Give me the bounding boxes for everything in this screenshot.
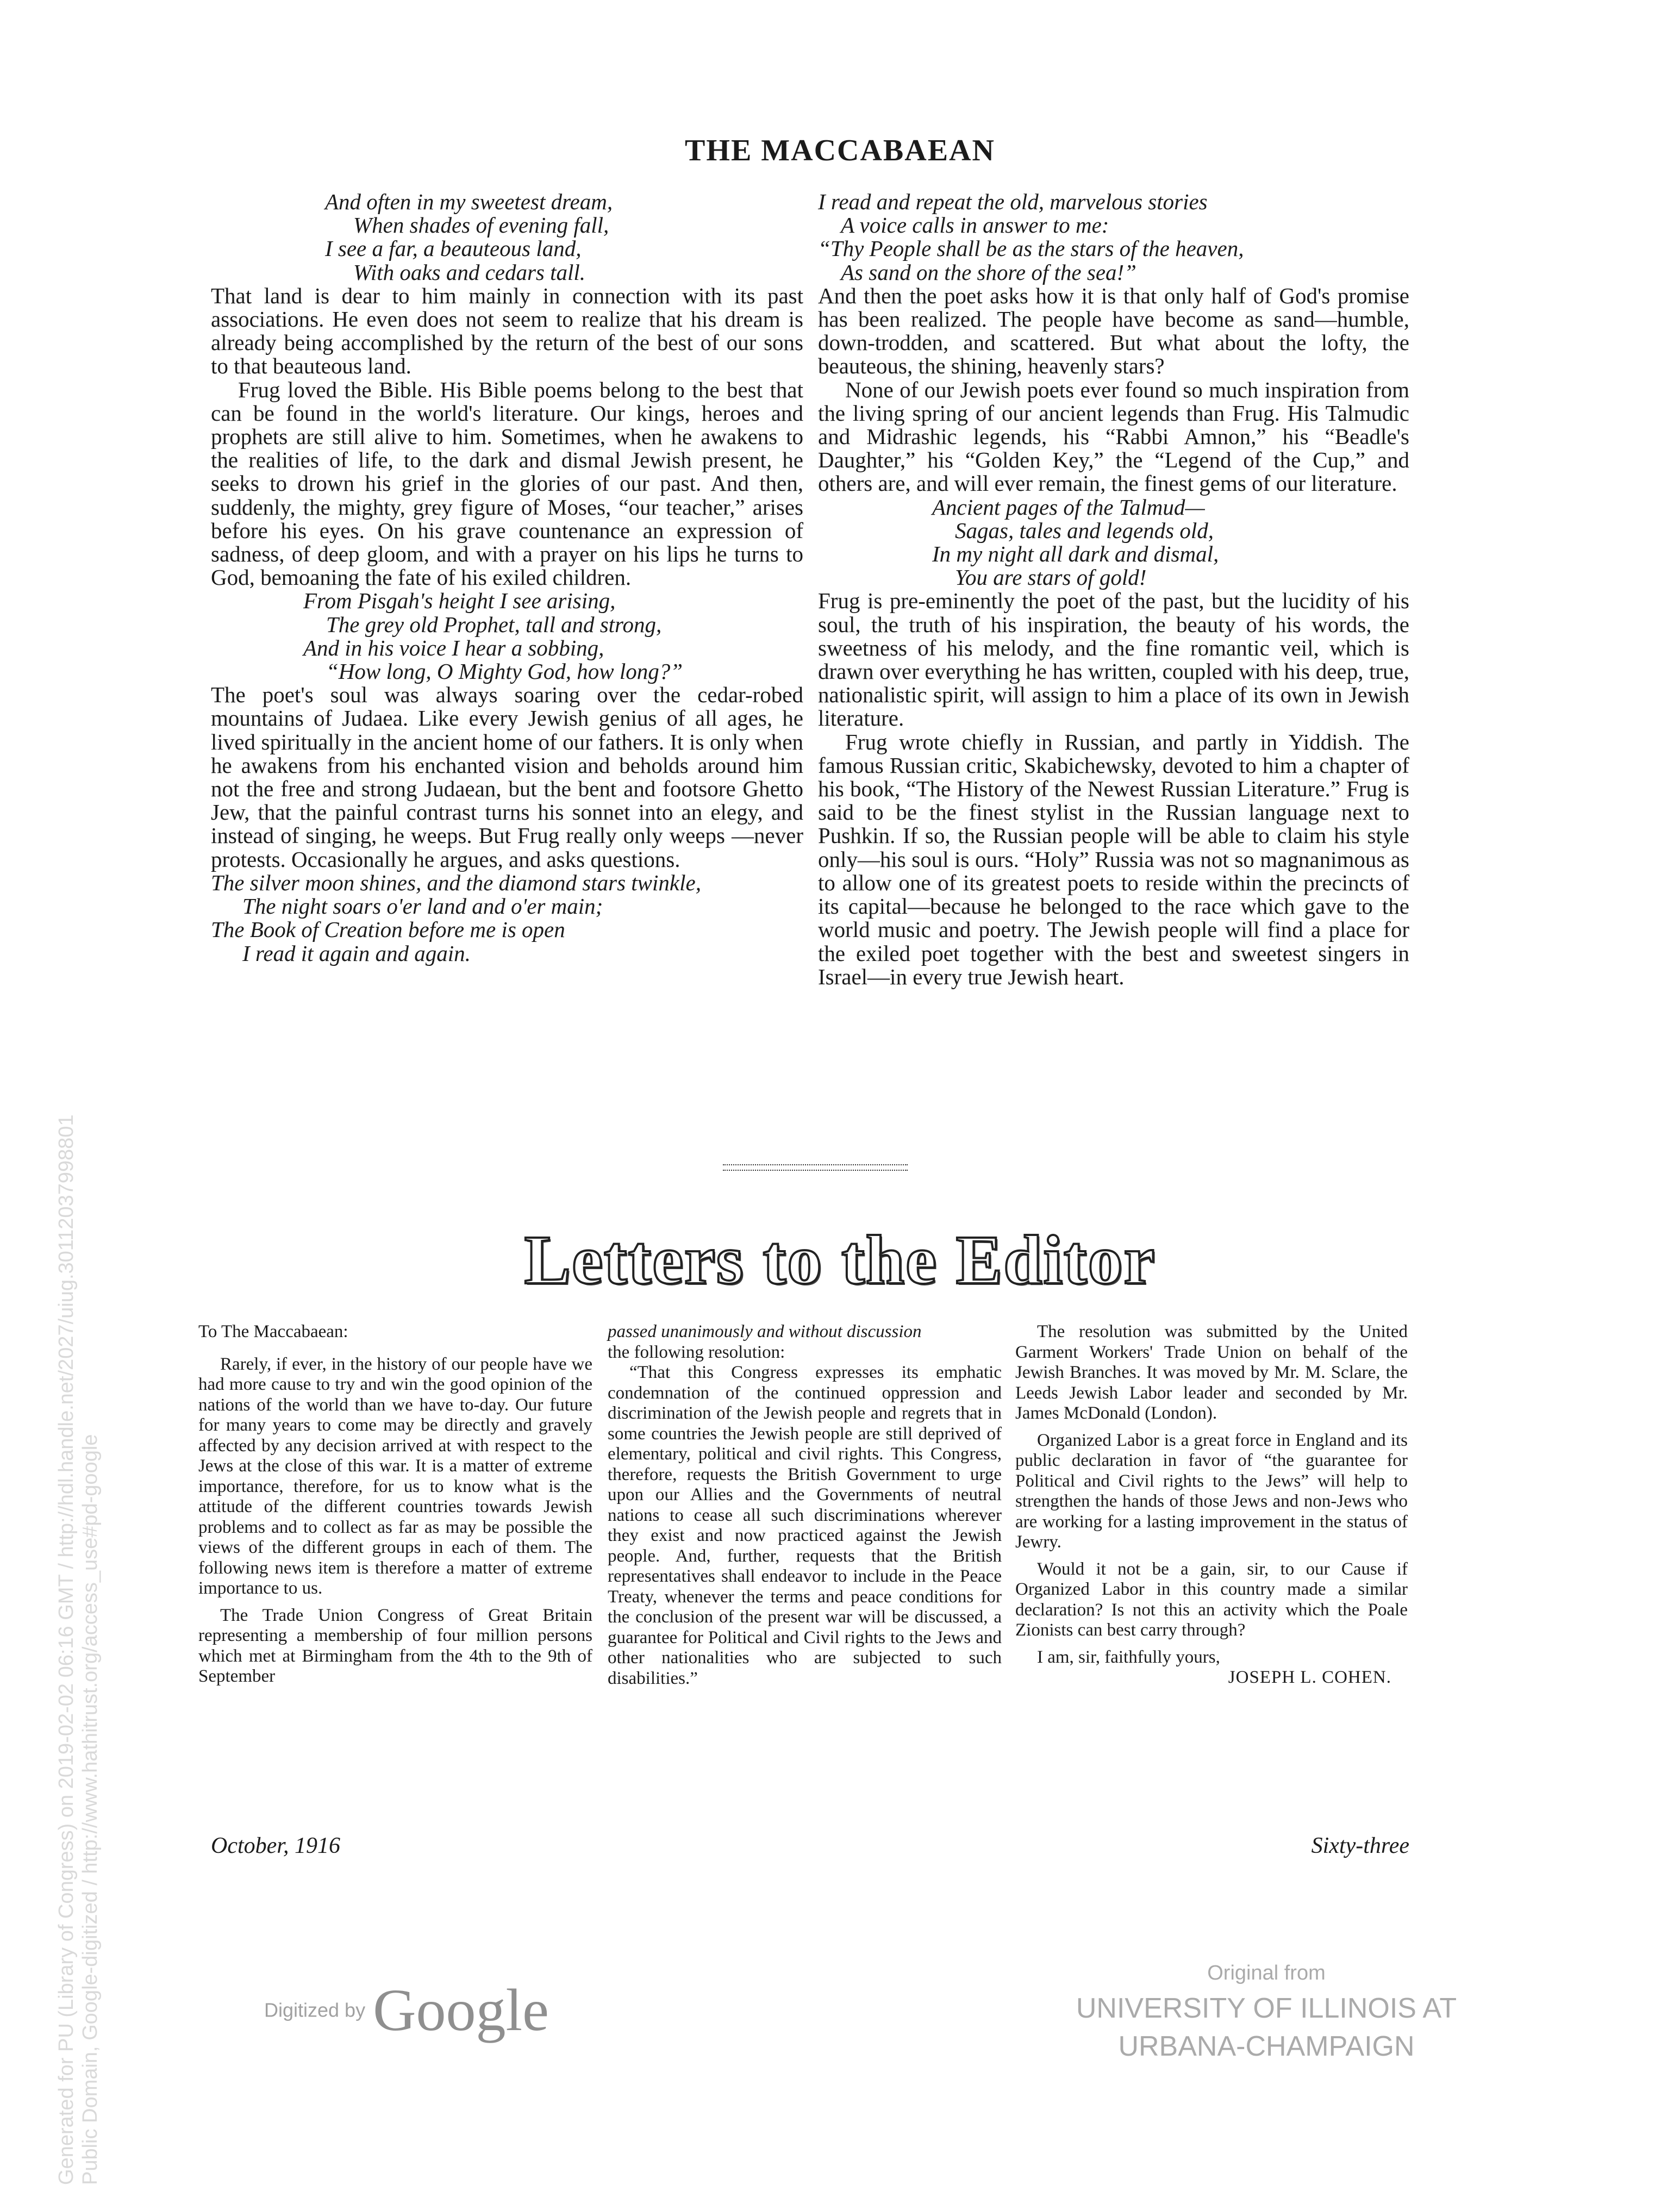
section-title: Letters to the Editor (524, 1221, 1156, 1298)
article-column-left (211, 190, 803, 965)
google-logo: Google (373, 1977, 549, 2043)
poem-line: In my night all dark and dismal, (932, 541, 1219, 567)
poem-line: “How long, O Mighty God, how long?” (326, 659, 683, 684)
poem-stanza (303, 589, 803, 683)
side-watermark (54, 1114, 102, 2185)
poem-line: And in his voice I hear a sobbing, (303, 635, 604, 660)
italic-phrase: passed unanimously and without discussion (608, 1322, 922, 1341)
original-from-text: Original from (1207, 1962, 1326, 1984)
poem-line: “Thy People shall be as the stars of the heaven, (818, 236, 1244, 261)
paragraph: The poet's soul was always soaring over the cedar-robed mountains of Judaea. Like every Jewish genius of all ages, he lived spiritually in the ancient home of our fathers. It is only when he awakens from his enchanted vision and beholds around him not the free and strong Judaean, but the bent and footsore Ghetto Jew, that the painful contrast turns his sonnet into an elegy, and instead of singing, he weeps. But Frug really only weeps —never protests. Occasionally he argues, and asks questions. (211, 682, 803, 872)
poem-line: The silver moon shines, and the diamond stars twinkle, (211, 870, 701, 895)
poem-line: From Pisgah's height I see arising, (303, 588, 616, 614)
poem-line: Ancient pages of the Talmud— (932, 494, 1205, 520)
poem-line: The grey old Prophet, tall and strong, (326, 611, 662, 637)
section-divider (723, 1164, 908, 1171)
paragraph: None of our Jewish poets ever found so much inspiration from the living spring of our ancient legends than Frug. His Talmudic and Midrashic legends, his “Rabbi Amnon,” his “Beadle's Daughter,” his “Golden Key,” the “Legend of the Cup,” and others are, and will ever remain, the finest gems of our literature. (818, 377, 1409, 496)
poem-line: And often in my sweetest dream, (325, 189, 613, 214)
paragraph: The Trade Union Congress of Great Britain representing a membership of four million persons which met at Birmingham from the 4th to the 9th of September (198, 1605, 592, 1686)
side-watermark-line: Public Domain, Google-digitized / http://www.hathitrust.org/access_use#pd-google (79, 1434, 102, 2185)
poem-stanza (932, 496, 1409, 590)
poem-line: The night soars o'er land and o'er main; (242, 894, 603, 919)
paragraph: Frug wrote chiefly in Russian, and partly in Yiddish. The famous Russian critic, Skabichewsky, devoted to him a chapter of his book, “The History of the Newest Russian Literature.” Frug is said to be the finest stylist in the Russian language next to Pushkin. If so, the Russian people will be able to claim his style only—his soul is ours. “Holy” Russia was not so magnanimous as to allow one of its greatest poets to reside within the precincts of its capital—because he belonged to the race which gave to the world music and poetry. The Jewish people will find a place for the exiled poet together with the best and sweetest singers in Israel—in every true Jewish heart. (818, 729, 1409, 989)
footer-page-number: Sixty-three (1311, 1833, 1409, 1858)
footer-date: October, 1916 (211, 1833, 340, 1858)
paragraph: Frug is pre-eminently the poet of the past, but the lucidity of his soul, the truth of his inspiration, the beauty of his words, the sweetness of his melody, and the fine romantic veil, which is drawn over everything he has written, coupled with his deep, true, nationalistic spirit, will assign to him a place of its own in Jewish literature. (818, 588, 1409, 731)
poem-line: The Book of Creation before me is open (211, 917, 565, 942)
poem-line: I see a far, a beauteous land, (325, 236, 582, 261)
poem-line: I read it again and again. (242, 940, 471, 966)
poem-line: With oaks and cedars tall. (353, 259, 586, 285)
digitized-by-text: Digitized by (264, 1999, 366, 2021)
salutation: To The Maccabaean: (198, 1322, 348, 1341)
university-name: URBANA-CHAMPAIGN (1118, 2031, 1415, 2062)
poem-line: You are stars of gold! (955, 565, 1147, 590)
digitized-by-google (264, 1976, 549, 2046)
poem-line: I read and repeat the old, marvelous stories (818, 189, 1208, 214)
poem-line: When shades of evening fall, (353, 213, 609, 238)
letter-column-3 (1015, 1322, 1408, 1688)
original-from-credit (1049, 1957, 1484, 2065)
letter-column-2 (608, 1322, 1002, 1689)
paragraph: And then the poet asks how it is that only half of God's promise has been realized. The people have become as sand—humble, down-trodden, and scattered. But what about the lofty, the beauteous, the shining, heavenly stars? (818, 283, 1409, 379)
university-name: UNIVERSITY OF ILLINOIS AT (1076, 1993, 1457, 2024)
paragraph: The resolution was submitted by the United Garment Workers' Trade Union on behalf of the Jewish Branches. It was moved by Mr. M. Sclare, the Leeds Jewish Labor leader and seconded by Mr. James McDonald (London). (1015, 1322, 1408, 1423)
poem-stanza (325, 190, 803, 284)
resolution-quote: “That this Congress expresses its emphatic condemnation of the continued oppression and discrimination of the Jewish people and regrets that in some countries the Jewish people are still deprived of elementary, political and civil rights. This Congress, therefore, requests the British Government to urge upon our Allies and the Governments of neutral nations to cease all such discriminations wherever they exist and now practiced against the Jewish people. And, further, requests that the British representatives shall endeavor to include in the Peace Treaty, whenever the terms and peace conditions for the conclusion of the present war will be discussed, a guarantee for Political and Civil rights to the Jews and other nationalities who are subjected to such disabilities.” (608, 1363, 1002, 1688)
poem-stanza (818, 190, 1409, 284)
closing: I am, sir, faithfully yours, (1037, 1647, 1220, 1667)
side-watermark-line: Generated for PU (Library of Congress) on 2019-02-02 06:16 GMT / http://hdl.handle.net/2027/uiug.30112037998801 (55, 1114, 78, 2185)
paragraph: Organized Labor is a great force in England and its public declaration in favor of “the guarantee for Political and Civil rights to the Jews” will help to strengthen the hands of those Jews and non-Jews who are working for a lasting improvement in the status of Jewry. (1015, 1430, 1408, 1552)
poem-stanza (211, 871, 803, 965)
letter-column-1 (198, 1322, 592, 1687)
paragraph: That land is dear to him mainly in connection with its past associations. He even does not seem to realize that his dream is already being accomplished by the return of the best of our sons to that beauteous land. (211, 283, 803, 379)
poem-line: Sagas, tales and legends old, (955, 517, 1214, 543)
article-column-right (818, 190, 1409, 989)
paragraph-lead: the following resolution: (608, 1342, 785, 1362)
paragraph: Frug loved the Bible. His Bible poems belong to the best that can be found in the world's literature. Our kings, heroes and prophets are still alive to him. Sometimes, when he awakens to the realities of life, to the dark and dismal Jewish present, he seeks to drown his grief in the glories of our past. And then, suddenly, the mighty, grey figure of Moses, “our teacher,” arises before his eyes. On his grave countenance an expression of sadness, of deep gloom, and with a prayer on his lips he turns to God, bemoaning the fate of his exiled children. (211, 377, 803, 590)
running-header: THE MACCABAEAN (685, 134, 995, 167)
signature: JOSEPH L. COHEN. (1228, 1668, 1391, 1687)
poem-line: A voice calls in answer to me: (841, 213, 1109, 238)
paragraph: Rarely, if ever, in the history of our people have we had more cause to try and win the good opinion of the nations of the world than we have to-day. Our future for many years to come may be directly and gravely affected by any decision arrived at with respect to the Jews at the close of this war. It is a matter of extreme importance, therefore, for us to know what is the attitude of the different countries towards Jewish problems and to collect as far as may be possible the views of the different groups in each of them. The following news item is therefore a matter of extreme importance to us. (198, 1354, 592, 1598)
paragraph: Would it not be a gain, sir, to our Cause if Organized Labor in this country made a similar declaration? Is not this an activity which the Poale Zionists can best carry through? (1015, 1559, 1408, 1640)
poem-line: As sand on the shore of the sea!” (841, 259, 1136, 285)
